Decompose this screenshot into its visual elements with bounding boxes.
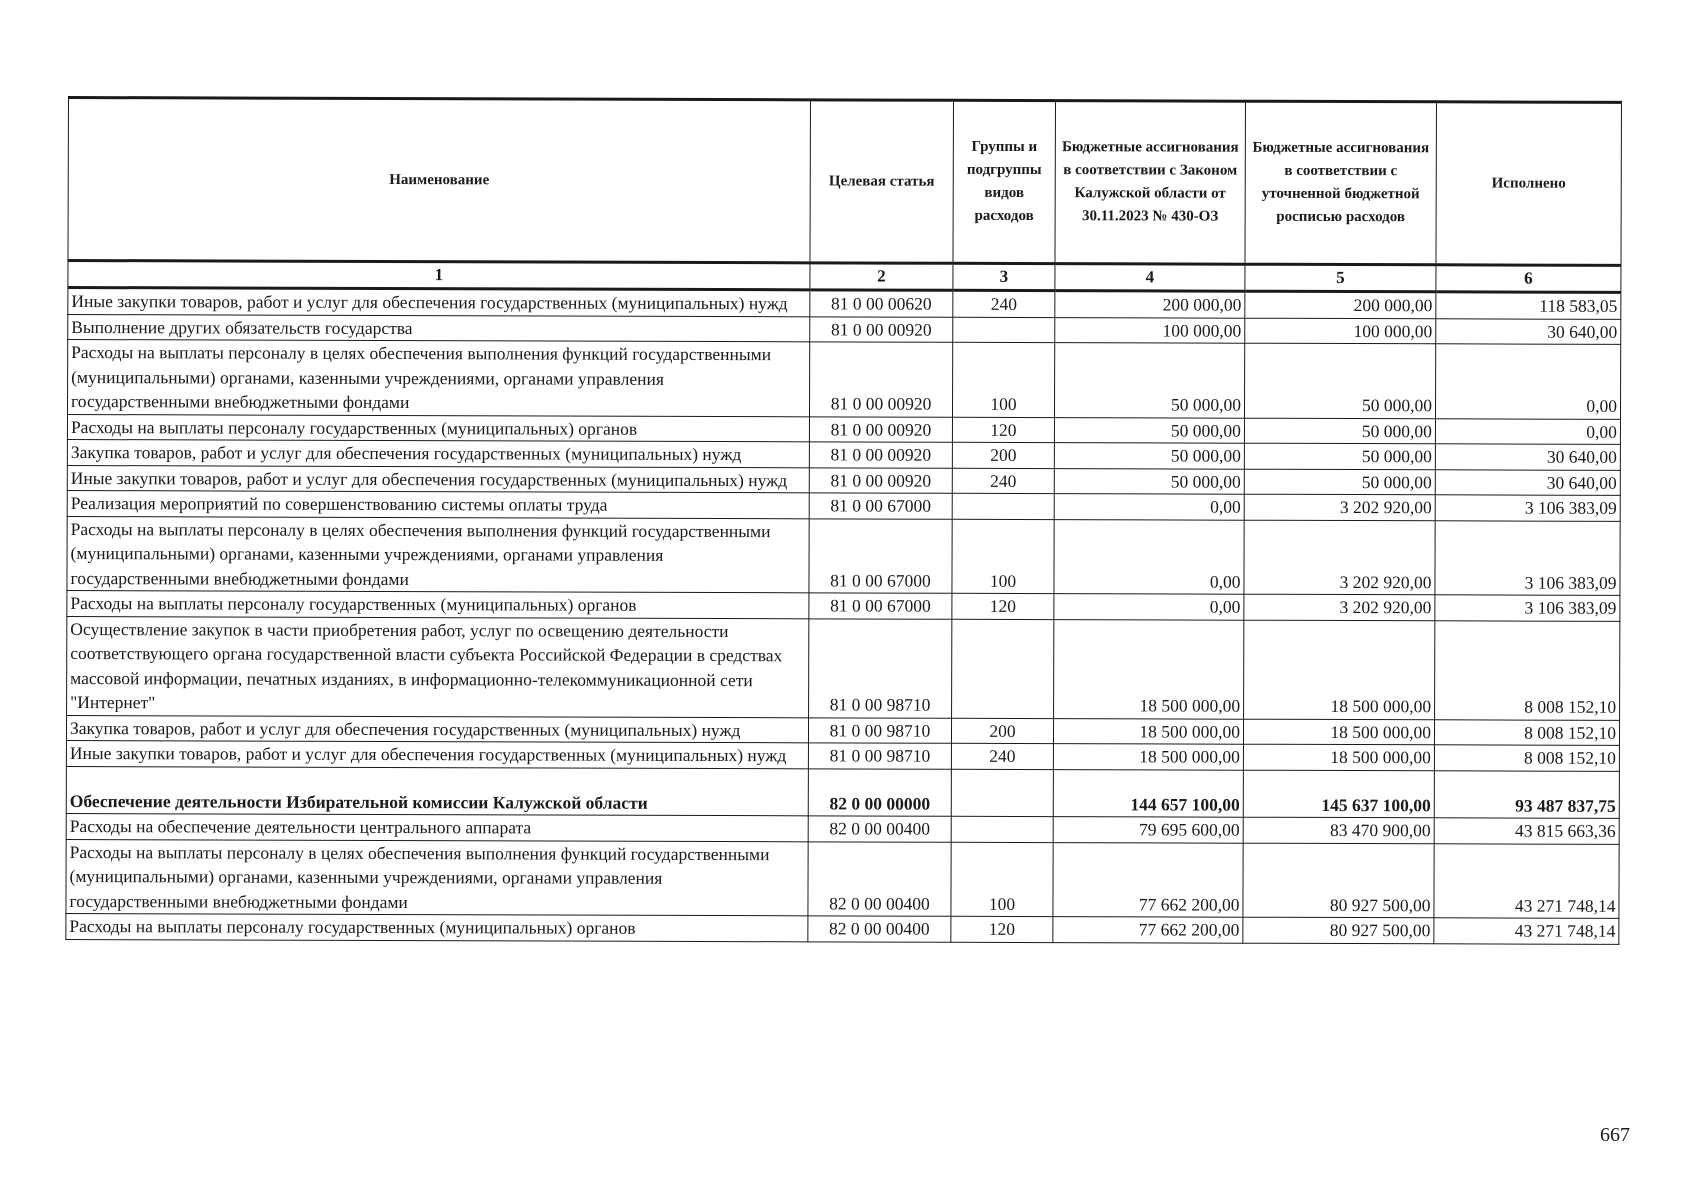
executed-value: 0,00	[1435, 418, 1620, 444]
column-number: 2	[810, 263, 953, 290]
executed-value: 8 008 152,10	[1434, 719, 1619, 745]
law-appropriation-value: 18 500 000,00	[1053, 744, 1243, 770]
executed-value: 30 640,00	[1436, 318, 1621, 344]
table-row	[67, 616, 1620, 720]
column-number: 5	[1245, 264, 1436, 292]
row-name: Иные закупки товаров, работ и услуг для обеспечения государственных (муниципальных) нужд	[68, 288, 810, 317]
table-header-row	[68, 98, 1622, 266]
row-name: Иные закупки товаров, работ и услуг для обеспечения государственных (муниципальных) нужд	[67, 465, 809, 493]
executed-value: 118 583,05	[1436, 292, 1621, 319]
header-refined-appropriations: Бюджетные ассигнования в соответствии с уточненной бюджетной росписью расходов	[1245, 101, 1437, 265]
refined-appropriation-value: 3 202 920,00	[1244, 494, 1435, 520]
expense-group-code: 100	[952, 342, 1054, 417]
expense-group-code: 100	[952, 519, 1054, 594]
table-row	[68, 288, 1621, 319]
header-executed: Исполнено	[1436, 102, 1622, 266]
row-name: Расходы на выплаты персоналу в целях обеспечения выполнения функций государственными (муниципальными) органами, казенными учреждениями, органами управления государственными внебюджетными фондами	[66, 839, 808, 916]
target-article-code: 82 0 00 00000	[808, 768, 951, 816]
refined-appropriation-value: 50 000,00	[1244, 469, 1435, 495]
target-article-code: 81 0 00 00920	[810, 316, 953, 342]
target-article-code: 81 0 00 98710	[808, 743, 951, 769]
row-name: Осуществление закупок в части приобретения работ, услуг по освещению деятельности соответствующего органа государственной власти субъекта Российской Федерации в средствах массовой информации, печатных изданиях, в информационно-телекоммуникационной сети "Интернет"	[67, 616, 809, 717]
law-appropriation-value: 0,00	[1054, 594, 1244, 620]
executed-value: 30 640,00	[1435, 469, 1620, 495]
header-law-appropriations: Бюджетные ассигнования в соответствии с Законом Калужской области от 30.11.2023 № 430-ОЗ	[1055, 101, 1246, 265]
refined-appropriation-value: 80 927 500,00	[1243, 917, 1434, 943]
column-number: 3	[953, 263, 1055, 290]
refined-appropriation-value: 18 500 000,00	[1243, 719, 1434, 745]
table-row	[66, 913, 1619, 943]
executed-value: 43 271 748,14	[1434, 918, 1619, 944]
refined-appropriation-value: 50 000,00	[1244, 443, 1435, 469]
refined-appropriation-value: 18 500 000,00	[1244, 620, 1435, 720]
refined-appropriation-value: 3 202 920,00	[1244, 520, 1435, 595]
target-article-code: 82 0 00 00400	[808, 916, 951, 942]
executed-value: 30 640,00	[1435, 444, 1620, 470]
law-appropriation-value: 77 662 200,00	[1053, 842, 1243, 917]
table-row	[66, 766, 1619, 818]
law-appropriation-value: 18 500 000,00	[1054, 619, 1244, 719]
executed-value: 8 008 152,10	[1435, 620, 1620, 720]
refined-appropriation-value: 100 000,00	[1245, 318, 1436, 344]
row-name: Расходы на выплаты персоналу государственных (муниципальных) органов	[67, 414, 809, 442]
expense-group-code	[953, 317, 1055, 343]
target-article-code: 81 0 00 00920	[809, 467, 952, 493]
column-number: 1	[68, 261, 810, 290]
executed-value: 3 106 383,09	[1435, 595, 1620, 621]
executed-value: 43 815 663,36	[1434, 818, 1619, 844]
refined-appropriation-value: 18 500 000,00	[1243, 744, 1434, 770]
target-article-code: 81 0 00 67000	[809, 493, 952, 519]
target-article-code: 81 0 00 98710	[808, 717, 951, 743]
header-target-article: Целевая статья	[810, 100, 954, 263]
row-name: Обеспечение деятельности Избирательной комиссии Калужской области	[66, 766, 808, 816]
table-row	[67, 516, 1620, 595]
law-appropriation-value: 50 000,00	[1054, 417, 1244, 443]
header-expense-group: Группы и подгруппы видов расходов	[953, 100, 1056, 263]
row-name: Расходы на выплаты персоналу в целях обеспечения выполнения функций государственными (муниципальными) органами, казенными учреждениями, органами управления государственными внебюджетными фондами	[68, 340, 810, 417]
expense-group-code	[952, 619, 1054, 718]
target-article-code: 82 0 00 00400	[808, 816, 951, 842]
refined-appropriation-value: 80 927 500,00	[1243, 843, 1434, 918]
law-appropriation-value: 0,00	[1054, 494, 1244, 520]
column-number: 4	[1055, 264, 1245, 292]
refined-appropriation-value: 50 000,00	[1244, 418, 1435, 444]
expense-group-code: 200	[952, 442, 1054, 468]
law-appropriation-value: 50 000,00	[1054, 468, 1244, 494]
executed-value: 3 106 383,09	[1435, 520, 1620, 595]
row-name: Расходы на выплаты персоналу в целях обеспечения выполнения функций государственными (муниципальными) органами, казенными учреждениями, органами управления государственными внебюджетными фондами	[67, 516, 809, 593]
refined-appropriation-value: 145 637 100,00	[1243, 770, 1434, 818]
expense-group-code: 120	[952, 593, 1054, 619]
expense-group-code: 240	[952, 468, 1054, 494]
row-name: Реализация мероприятий по совершенствованию системы оплаты труда	[67, 490, 809, 518]
law-appropriation-value: 100 000,00	[1055, 317, 1245, 343]
target-article-code: 81 0 00 98710	[809, 618, 952, 717]
row-name: Расходы на выплаты персоналу государственных (муниципальных) органов	[66, 913, 808, 941]
refined-appropriation-value: 50 000,00	[1244, 343, 1435, 418]
target-article-code: 81 0 00 67000	[809, 593, 952, 619]
target-article-code: 81 0 00 00920	[809, 342, 952, 417]
target-article-code: 81 0 00 67000	[809, 518, 952, 593]
law-appropriation-value: 200 000,00	[1055, 291, 1245, 318]
table-row	[68, 340, 1621, 419]
column-number: 6	[1436, 265, 1621, 293]
expense-group-code: 240	[953, 290, 1055, 317]
expense-group-code	[952, 493, 1054, 519]
executed-value: 8 008 152,10	[1434, 745, 1619, 771]
page-number: 667	[1600, 1124, 1630, 1146]
header-name: Наименование	[68, 98, 811, 263]
law-appropriation-value: 18 500 000,00	[1053, 718, 1243, 744]
expense-group-code: 120	[951, 916, 1053, 942]
table-row	[66, 839, 1619, 918]
row-name: Расходы на выплаты персоналу государственных (муниципальных) органов	[67, 590, 809, 618]
executed-value: 43 271 748,14	[1434, 843, 1619, 918]
law-appropriation-value: 0,00	[1054, 519, 1244, 594]
law-appropriation-value: 50 000,00	[1054, 343, 1244, 418]
target-article-code: 81 0 00 00920	[809, 442, 952, 468]
law-appropriation-value: 79 695 600,00	[1053, 817, 1243, 843]
row-name: Выполнение других обязательств государства	[68, 314, 810, 342]
refined-appropriation-value: 83 470 900,00	[1243, 817, 1434, 843]
expense-group-code: 200	[951, 718, 1053, 744]
executed-value: 0,00	[1435, 344, 1620, 419]
row-name: Закупка товаров, работ и услуг для обеспечения государственных (муниципальных) нужд	[66, 715, 808, 743]
executed-value: 93 487 837,75	[1434, 770, 1619, 818]
row-name: Расходы на обеспечение деятельности центрального аппарата	[66, 813, 808, 841]
expense-group-code	[951, 816, 1053, 842]
executed-value: 3 106 383,09	[1435, 495, 1620, 521]
target-article-code: 81 0 00 00920	[809, 416, 952, 442]
table-body	[66, 288, 1621, 944]
law-appropriation-value: 144 657 100,00	[1053, 769, 1243, 817]
expense-group-code: 120	[952, 417, 1054, 443]
target-article-code: 81 0 00 00620	[810, 290, 953, 317]
expense-group-code: 100	[951, 842, 1053, 917]
refined-appropriation-value: 3 202 920,00	[1244, 594, 1435, 620]
row-name: Иные закупки товаров, работ и услуг для обеспечения государственных (муниципальных) нужд	[66, 740, 808, 768]
law-appropriation-value: 77 662 200,00	[1053, 917, 1243, 943]
expense-group-code: 240	[951, 743, 1053, 769]
budget-execution-table	[65, 96, 1622, 944]
refined-appropriation-value: 200 000,00	[1245, 291, 1436, 318]
row-name: Закупка товаров, работ и услуг для обеспечения государственных (муниципальных) нужд	[67, 439, 809, 467]
target-article-code: 82 0 00 00400	[808, 841, 951, 916]
expense-group-code	[951, 769, 1053, 817]
law-appropriation-value: 50 000,00	[1054, 443, 1244, 469]
